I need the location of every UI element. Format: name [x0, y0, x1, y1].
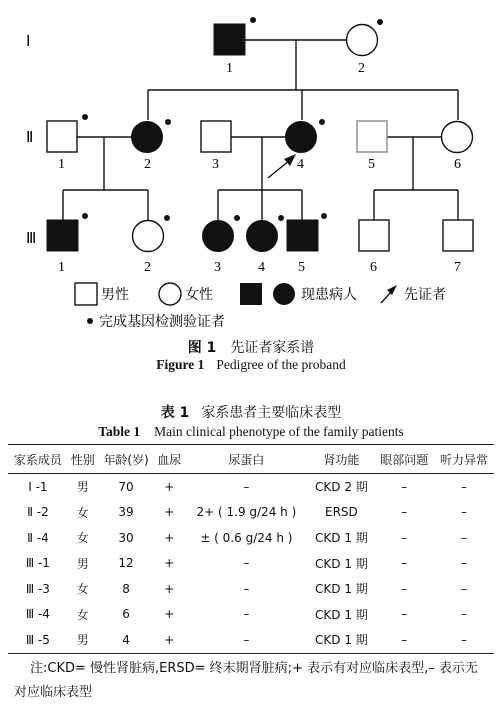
- col-header-hearing: 听力异常: [440, 452, 489, 467]
- table-cell: 男: [76, 556, 89, 571]
- table-row: [8, 551, 494, 577]
- table-cell: –: [401, 479, 408, 494]
- table-cell: 2+ ( 1.9 g/24 h ): [196, 505, 297, 520]
- table-cell: Ⅰ -1: [28, 479, 48, 494]
- gen-label-3: Ⅲ: [26, 231, 37, 247]
- gen2-female-affected: [132, 122, 163, 153]
- table-row: [8, 627, 494, 653]
- gen2-female-affected-proband: [286, 122, 317, 153]
- table-cell: 8: [122, 581, 130, 596]
- gen2-male-unaffected: [357, 121, 387, 152]
- table-cell: –: [401, 556, 408, 571]
- table-cell: CKD 1 期: [315, 633, 368, 648]
- table-title-en: Main clinical phenotype of the family patients: [154, 424, 404, 439]
- table-cell: CKD 1 期: [315, 531, 368, 546]
- table-cell: Ⅲ -4: [25, 607, 50, 622]
- table-cell: 70: [118, 479, 134, 494]
- table-cell: 6: [122, 607, 130, 622]
- table-cell: 女: [76, 531, 89, 546]
- gen2-male-unaffected: [201, 121, 231, 152]
- table-cell: –: [401, 632, 408, 647]
- col-header-age: 年龄(岁): [103, 452, 149, 467]
- gen3-male-unaffected: [443, 220, 473, 251]
- tested-dot: [319, 119, 325, 125]
- table-cell: 男: [76, 633, 89, 648]
- proband-arrow: [268, 160, 290, 178]
- table-cell: +: [164, 530, 175, 545]
- table-cell: –: [243, 607, 250, 622]
- table-label-en: Table 1: [98, 424, 141, 439]
- table-cell: 女: [76, 607, 89, 622]
- legend-proband-label: 先证者: [404, 287, 446, 303]
- col-header-proteinuria: 尿蛋白: [228, 452, 265, 467]
- pedigree-chart: [0, 0, 502, 335]
- gen2-num-3: 3: [212, 157, 219, 172]
- table-cell: Ⅲ -5: [25, 632, 50, 647]
- legend-proband-arrowhead: [387, 285, 397, 295]
- gen3-male-unaffected: [359, 220, 389, 251]
- gen3-num-3: 3: [214, 260, 221, 275]
- table-row: [8, 474, 494, 500]
- table-row: [8, 525, 494, 551]
- table-label-cn: 表 1: [160, 405, 190, 421]
- col-header-member: 家系成员: [13, 452, 62, 467]
- table-cell: –: [243, 632, 250, 647]
- tested-dot: [165, 119, 171, 125]
- table-cell: –: [401, 505, 408, 520]
- tested-dot: [82, 213, 88, 219]
- table-cell: –: [243, 556, 250, 571]
- gen3-male-affected: [47, 220, 78, 251]
- table-cell: Ⅱ -2: [27, 505, 49, 520]
- figure-title-en: Pedigree of the proband: [216, 357, 346, 372]
- col-header-hematuria: 血尿: [157, 452, 182, 467]
- table-cell: +: [164, 479, 175, 494]
- table-title-cn: 家系患者主要临床表型: [201, 405, 342, 421]
- table-cell: –: [461, 505, 468, 520]
- table-cell: CKD 2 期: [315, 480, 368, 495]
- gen2-num-1: 1: [58, 157, 65, 172]
- table-cell: 39: [118, 505, 134, 520]
- table-cell: 女: [76, 582, 89, 597]
- table-cell: ± ( 0.6 g/24 h ): [200, 530, 293, 545]
- gen1-female-unaffected: [347, 25, 378, 56]
- gen2-num-2: 2: [144, 157, 151, 172]
- figure-caption-en: [0, 357, 502, 373]
- table-cell: +: [164, 632, 175, 647]
- legend-affected-male-icon: [240, 283, 262, 305]
- tested-dot: [82, 114, 88, 120]
- table-cell: Ⅲ -1: [25, 556, 50, 571]
- table-row: [8, 602, 494, 628]
- table-cell: +: [164, 607, 175, 622]
- table-caption-cn: [0, 402, 502, 422]
- legend-tested-label: 完成基因检测验证者: [99, 314, 225, 330]
- gen3-num-6: 6: [370, 260, 377, 275]
- tested-dot: [278, 215, 284, 221]
- tested-dot: [321, 213, 327, 219]
- table-cell: Ⅲ -3: [25, 581, 50, 596]
- table-cell: –: [243, 581, 250, 596]
- table-footnote: 注:CKD= 慢性肾脏病,ERSD= 终末期肾脏病;+ 表示有对应临床表型,– 表示无对应临床表型: [14, 661, 478, 700]
- gen2-num-6: 6: [454, 157, 461, 172]
- table-cell: 4: [122, 632, 130, 647]
- table-cell: 30: [118, 530, 134, 545]
- gen3-num-5: 5: [298, 260, 305, 275]
- figure-label-en: Figure 1: [156, 357, 205, 372]
- table-cell: –: [401, 607, 408, 622]
- table-cell: ERSD: [325, 505, 358, 520]
- table-cell: –: [401, 530, 408, 545]
- gen3-female-affected: [203, 221, 234, 252]
- figure-label-cn: 图 1: [187, 340, 217, 356]
- gen2-num-5: 5: [368, 157, 375, 172]
- gen2-num-4: 4: [297, 157, 304, 172]
- clinical-phenotype-table: [8, 444, 494, 654]
- table-cell: –: [461, 530, 468, 545]
- legend-female-label: 女性: [185, 287, 213, 303]
- table-row: [8, 500, 494, 526]
- legend-affected-female-icon: [273, 283, 295, 305]
- gen-label-1: Ⅰ: [26, 34, 31, 50]
- table-cell: –: [401, 581, 408, 596]
- table-cell: –: [461, 607, 468, 622]
- table-cell: +: [164, 505, 175, 520]
- gen-label-2: Ⅱ: [26, 130, 34, 146]
- figure-title-cn: 先证者家系谱: [230, 340, 315, 356]
- gen3-female-unaffected: [133, 221, 164, 252]
- table-cell: +: [164, 556, 175, 571]
- gen3-num-7: 7: [454, 260, 461, 275]
- table-cell: –: [461, 581, 468, 596]
- col-header-sex: 性别: [70, 452, 95, 467]
- col-header-renal-function: 肾功能: [323, 452, 360, 467]
- gen2-male-unaffected: [47, 121, 77, 152]
- table-cell: 男: [76, 480, 89, 495]
- table-caption-en: [0, 424, 502, 440]
- gen1-num-1: 1: [226, 61, 233, 76]
- col-header-eye: 眼部问题: [380, 452, 429, 467]
- tested-dot: [164, 215, 170, 221]
- table-cell: +: [164, 581, 175, 596]
- gen3-num-2: 2: [144, 260, 151, 275]
- table-row: [8, 576, 494, 602]
- table-cell: –: [461, 479, 468, 494]
- table-header-row: [8, 445, 494, 474]
- table-cell: 12: [118, 556, 134, 571]
- gen3-num-1: 1: [58, 260, 65, 275]
- table-cell: –: [243, 479, 250, 494]
- table-cell: CKD 1 期: [315, 556, 368, 571]
- tested-dot: [234, 215, 240, 221]
- table-cell: –: [461, 556, 468, 571]
- legend-male-label: 男性: [101, 287, 129, 303]
- legend-tested-dot-icon: [87, 318, 93, 324]
- table-cell: –: [461, 632, 468, 647]
- tested-dot: [250, 17, 256, 23]
- gen3-female-affected: [247, 221, 278, 252]
- gen3-num-4: 4: [258, 260, 265, 275]
- gen3-male-affected: [287, 220, 318, 251]
- table-cell: CKD 1 期: [315, 582, 368, 597]
- gen1-num-2: 2: [358, 61, 365, 76]
- table-cell: CKD 1 期: [315, 607, 368, 622]
- table-cell: 女: [76, 505, 89, 520]
- figure-caption-cn: [0, 337, 502, 357]
- legend-female-icon: [159, 283, 181, 305]
- table-cell: Ⅱ -4: [27, 530, 49, 545]
- gen1-male-affected: [214, 24, 245, 55]
- legend-male-icon: [75, 283, 97, 305]
- tested-dot: [377, 19, 383, 25]
- gen2-female-unaffected: [442, 122, 473, 153]
- pedigree-lines: [63, 40, 458, 220]
- legend-affected-label: 现患病人: [301, 287, 357, 303]
